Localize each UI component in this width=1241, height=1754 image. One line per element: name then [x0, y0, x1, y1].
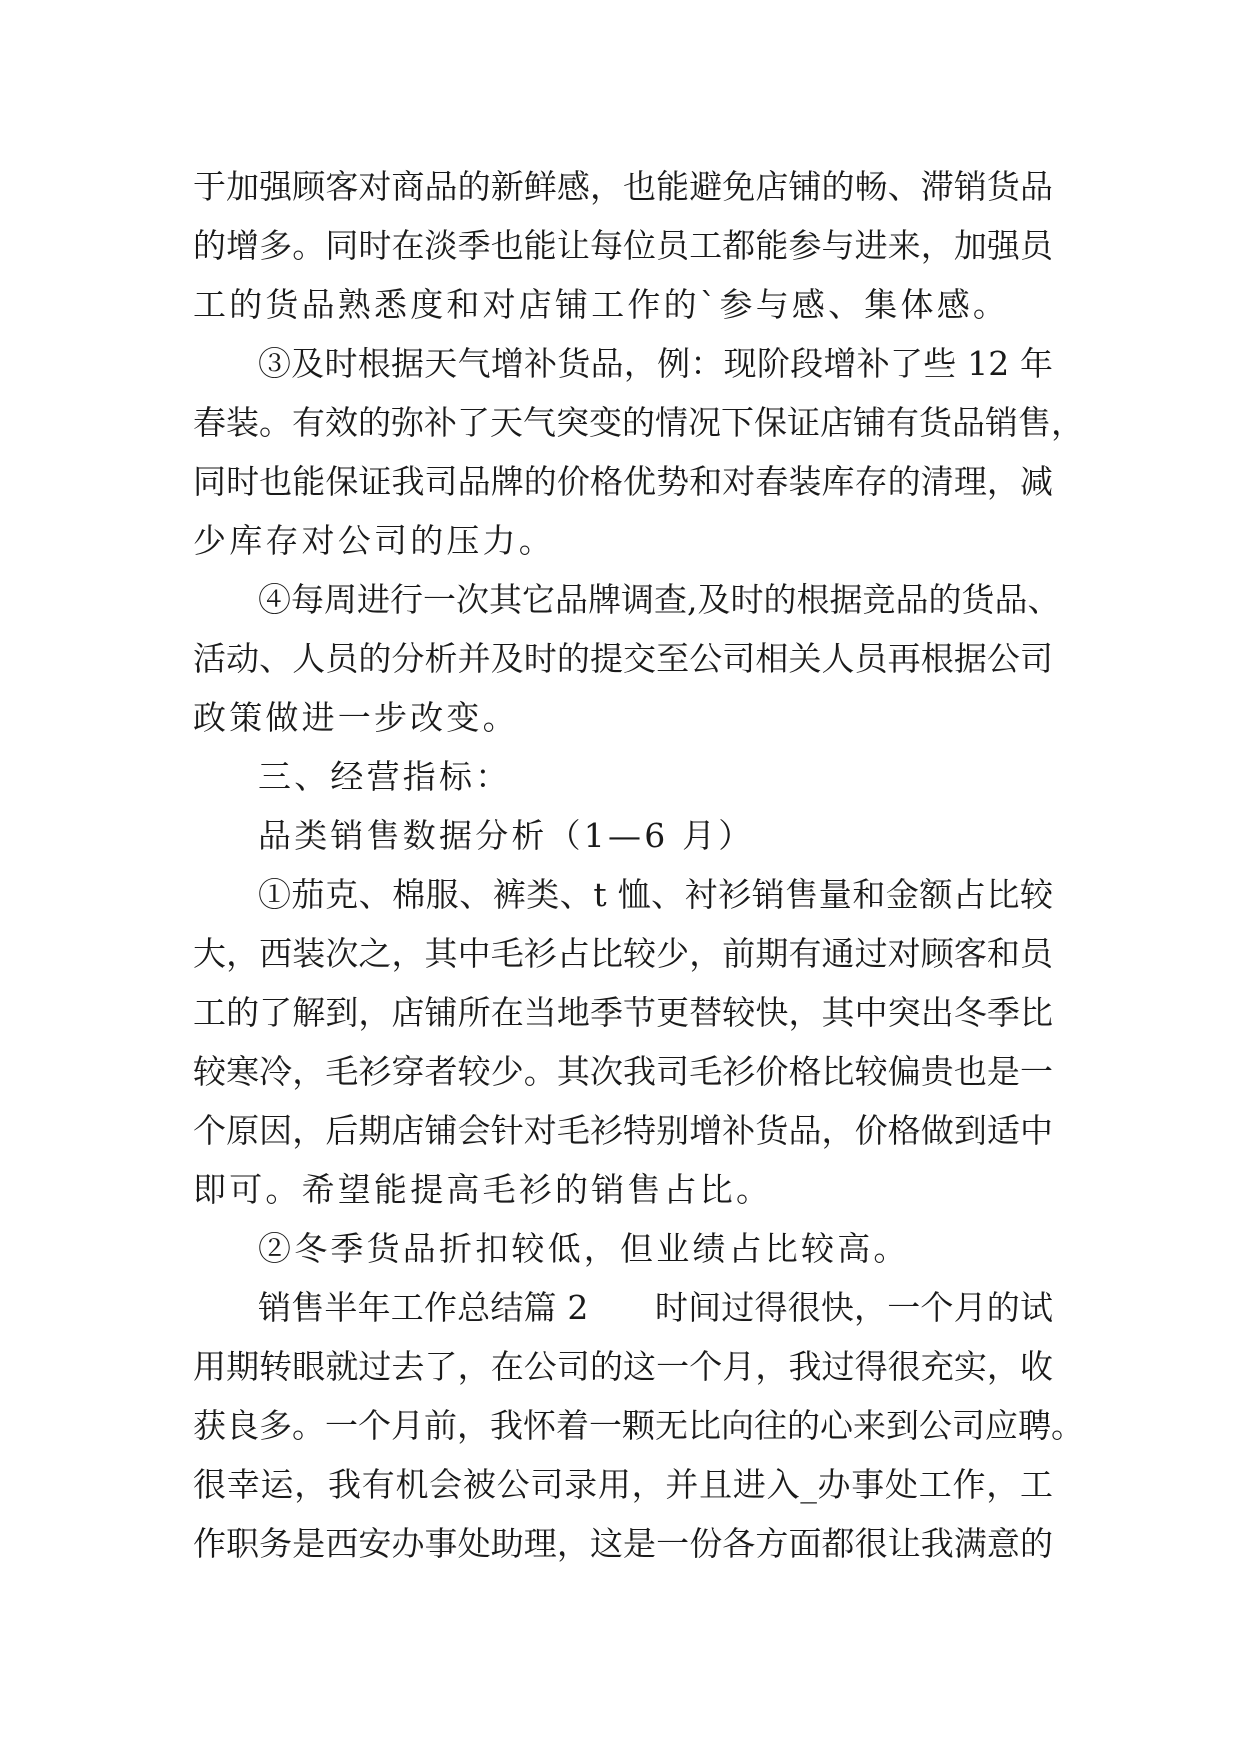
paragraph-line: 用期转眼就过去了，在公司的这一个月，我过得很充实，收 [193, 1347, 1053, 1386]
paragraph-line: 的增多。同时在淡季也能让每位员工都能参与进来，加强员 [193, 226, 1053, 265]
section-heading: 三、经营指标： [258, 757, 512, 796]
paragraph-line: 工的了解到，店铺所在当地季节更替较快，其中突出冬季比 [193, 993, 1053, 1032]
paragraph-line: 政策做进一步改变。 [193, 698, 519, 737]
paragraph-line: 同时也能保证我司品牌的价格优势和对春装库存的清理，减 [193, 462, 1053, 501]
paragraph-line: 较寒冷，毛衫穿者较少。其次我司毛衫价格比较偏贵也是一 [193, 1052, 1053, 1091]
paragraph-line: 销售半年工作总结篇 2 时间过得很快，一个月的试 [258, 1288, 1053, 1327]
paragraph-line: ①茄克、棉服、裤类、t 恤、衬衫销售量和金额占比较 [258, 875, 1053, 914]
paragraph-line: 工的货品熟悉度和对店铺工作的`参与感、集体感。 [193, 285, 1010, 324]
paragraph-line: ④每周进行一次其它品牌调查,及时的根据竞品的货品、 [258, 580, 1061, 619]
paragraph-line: 春装。有效的弥补了天气突变的情况下保证店铺有货品销售， [193, 403, 1084, 442]
paragraph-line: 个原因，后期店铺会针对毛衫特别增补货品，价格做到适中 [193, 1111, 1053, 1150]
paragraph-line: 于加强顾客对商品的新鲜感，也能避免店铺的畅、滞销货品 [193, 167, 1053, 206]
paragraph-line: 少库存对公司的压力。 [193, 521, 555, 560]
paragraph-line: 很幸运，我有机会被公司录用，并且进入_办事处工作，工 [193, 1465, 1053, 1504]
paragraph-line: 活动、人员的分析并及时的提交至公司相关人员再根据公司 [193, 639, 1053, 678]
paragraph-line: 作职务是西安办事处助理，这是一份各方面都很让我满意的 [193, 1524, 1053, 1563]
paragraph-line: 大，西装次之，其中毛衫占比较少，前期有通过对顾客和员 [193, 934, 1053, 973]
paragraph-line: 即可。希望能提高毛衫的销售占比。 [193, 1170, 773, 1209]
subheading: 品类销售数据分析（1—6 月） [258, 816, 755, 855]
paragraph-line: ②冬季货品折扣较低，但业绩占比较高。 [258, 1229, 910, 1268]
paragraph-line: ③及时根据天气增补货品，例：现阶段增补了些 12 年 [258, 344, 1053, 383]
paragraph-line: 获良多。一个月前，我怀着一颗无比向往的心来到公司应聘。 [193, 1406, 1084, 1445]
